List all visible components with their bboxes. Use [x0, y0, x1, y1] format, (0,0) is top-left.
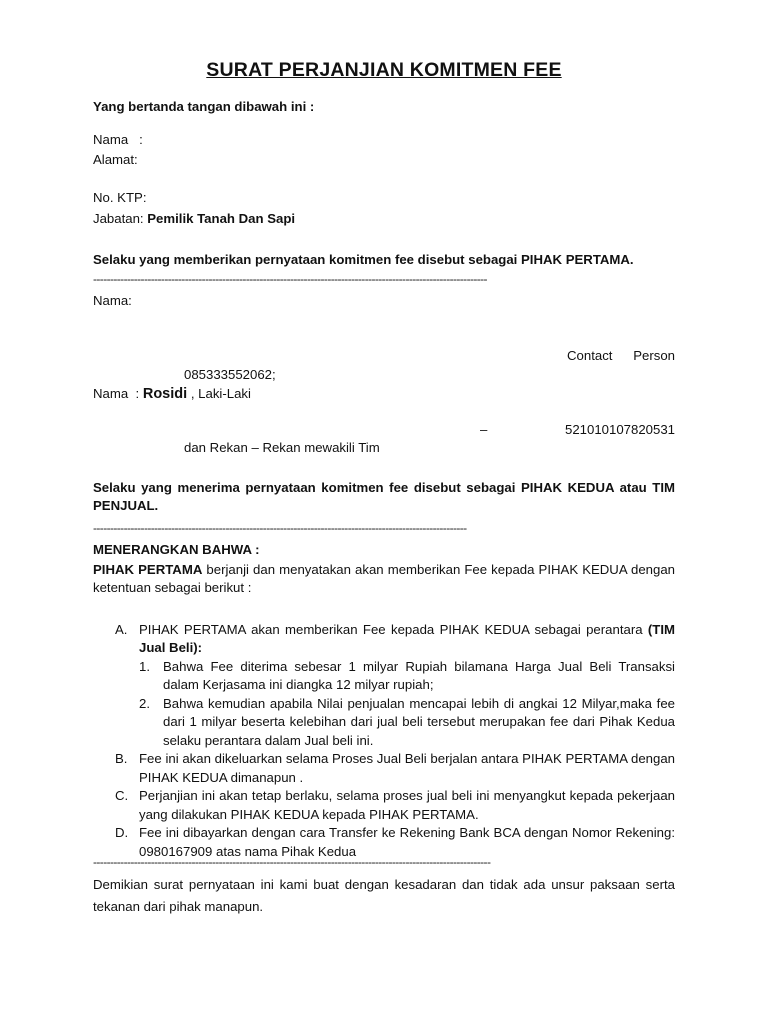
contact-label: Contact	[567, 348, 613, 363]
divider-line: ---------------------------------------------------------------------------------------------------------------------	[93, 855, 491, 869]
para-rest: berjanji dan menyatakan akan memberikan Fee kepada PIHAK KEDUA dengan ketentuan sebagai berikut :	[93, 562, 675, 596]
pihak-kedua-nama2	[93, 384, 251, 404]
pihak-pertama-nama-label: Nama :	[93, 132, 143, 147]
closing-paragraph: Demikian surat pernyataan ini kami buat dengan kesadaran dan tidak ada unsur paksaan serta tekanan dari pihak manapun.	[93, 877, 675, 914]
list-marker: B.	[115, 751, 128, 767]
intro-paragraph	[93, 561, 675, 598]
list-text: Fee ini dibayarkan dengan cara Transfer ke Rekening Bank BCA dengan Nomor Rekening: 0980167909 atas nama Pihak Kedua	[139, 825, 675, 859]
para-lead: PIHAK PERTAMA	[93, 562, 203, 577]
divider-line: --------------------------------------------------------------------------------------------------------------	[93, 521, 467, 535]
sub-list-item	[115, 658, 675, 695]
nama2-gender: , Laki-Laki	[190, 386, 251, 401]
list-text: Fee ini akan dikeluarkan selama Proses Jual Beli berjalan antara PIHAK PERTAMA dengan PIHAK KEDUA dimanapun .	[139, 751, 675, 785]
list-text: Bahwa kemudian apabila Nilai penjualan mencapai lebih di angkai 12 Milyar,maka fee dari 1 milyar beserta kelebihan dari jual beli tersebut merupakan fee dari Pihak Kedua selaku perantara dalam Jual beli ini.	[163, 695, 675, 748]
person-label: Person	[633, 348, 675, 363]
list-item	[115, 787, 675, 824]
pihak-pertama-alamat-label: Alamat:	[93, 152, 138, 167]
list-marker: A.	[115, 622, 128, 637]
nama2-value: Rosidi	[142, 386, 188, 402]
intro-line: Yang bertanda tangan dibawah ini :	[93, 99, 315, 114]
list-marker: D.	[115, 825, 129, 841]
list-text: Perjanjian ini akan tetap berlaku, selama proses jual beli ini menyangkut kepada pekerjaan yang dilakukan PIHAK KEDUA kepada PIHAK PERTAMA.	[139, 788, 675, 822]
ktp-number: 521010107820531	[564, 422, 675, 437]
pihak-pertama-statement: Selaku yang memberikan pernyataan komitmen fee disebut sebagai PIHAK PERTAMA.	[93, 252, 634, 267]
list-item	[115, 621, 675, 658]
pihak-kedua-nama-label: Nama:	[93, 293, 132, 308]
ktp-dash: –	[480, 422, 488, 437]
terms-list	[115, 621, 675, 861]
list-marker: 2.	[139, 695, 150, 711]
nama2-label: Nama :	[93, 386, 140, 401]
jabatan-label: Jabatan:	[93, 211, 144, 226]
sub-list-item	[115, 695, 675, 750]
list-marker: 1.	[139, 658, 150, 674]
rekan-line: dan Rekan – Rekan mewakili Tim	[184, 440, 380, 455]
list-text: PIHAK PERTAMA akan memberikan Fee kepada PIHAK KEDUA sebagai perantara	[139, 622, 648, 637]
contact-phone: 085333552062;	[184, 367, 276, 382]
list-text-bold: (TIM Jual Beli):	[139, 622, 675, 656]
document-title: SURAT PERJANJIAN KOMITMEN FEE	[206, 59, 562, 81]
menerangkan-heading: MENERANGKAN BAHWA :	[93, 542, 260, 557]
list-text: Bahwa Fee diterima sebesar 1 milyar Rupiah bilamana Harga Jual Beli Transaksi dalam Kerjasama ini diangka 12 milyar rupiah;	[163, 658, 675, 693]
pihak-pertama-jabatan	[93, 210, 295, 228]
list-marker: C.	[115, 788, 129, 804]
pihak-pertama-ktp-label: No. KTP:	[93, 190, 147, 205]
jabatan-value: Pemilik Tanah Dan Sapi	[147, 211, 296, 226]
pihak-kedua-statement: Selaku yang menerima pernyataan komitmen fee disebut sebagai PIHAK KEDUA atau TIM PENJUAL.	[93, 480, 675, 514]
list-item	[115, 750, 675, 787]
divider-line: --------------------------------------------------------------------------------------------------------------------	[93, 272, 487, 286]
